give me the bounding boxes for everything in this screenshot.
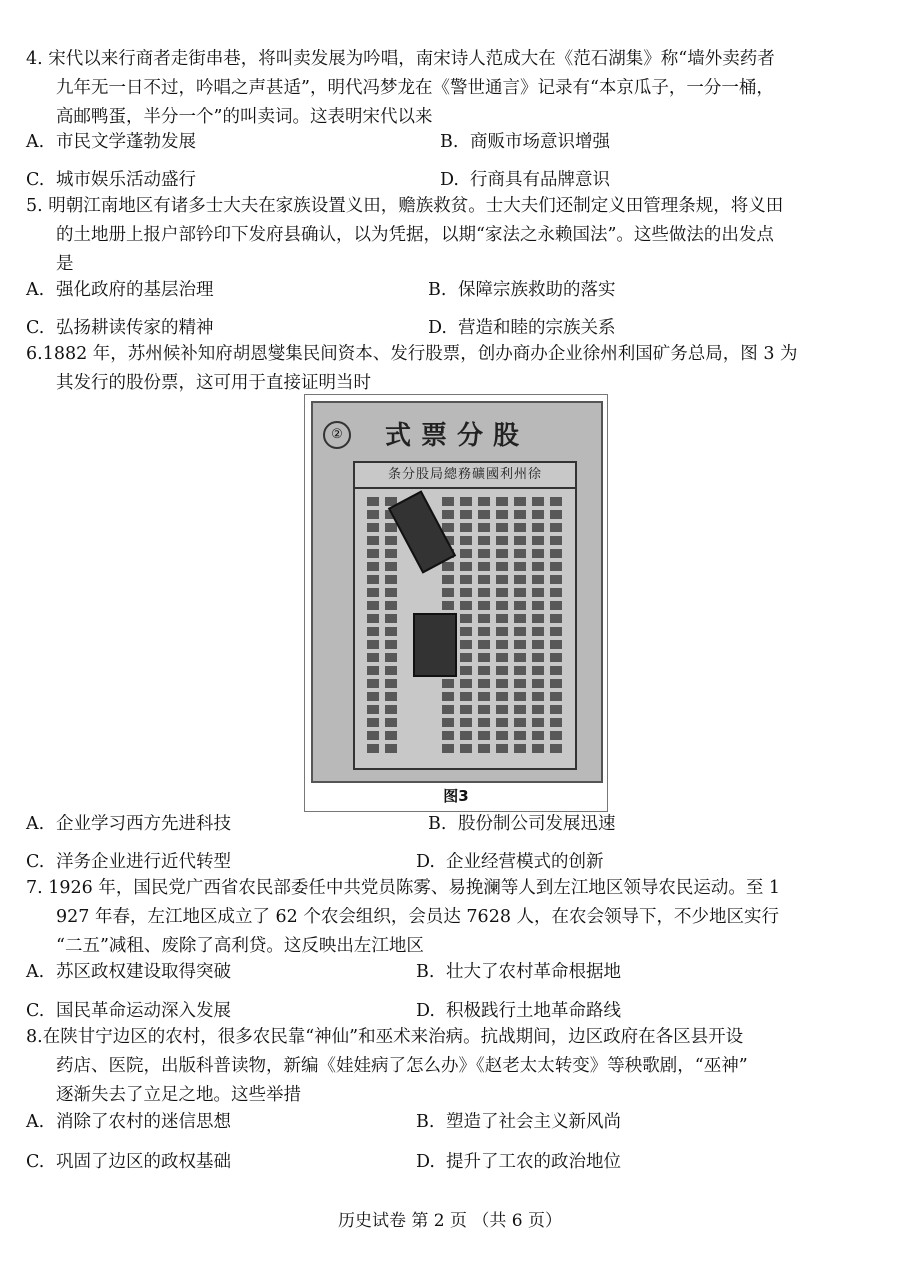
stem-line: 逐渐失去了立足之地。这些举措 [56,1085,301,1105]
stem-line: 高邮鸭蛋，半分一个”的叫卖词。这表明宋代以来 [56,107,433,127]
option-6b[interactable] [428,812,616,836]
option-letter: C. [26,1001,45,1021]
stem-line: 是 [56,254,74,274]
option-text: 市民文学蓬勃发展 [56,132,196,152]
option-text: 企业经营模式的创新 [446,852,604,872]
option-6a[interactable] [26,812,231,836]
option-letter: C. [26,318,45,338]
option-letter: A. [26,132,45,152]
option-letter: D. [416,1001,435,1021]
option-6c[interactable] [26,850,231,874]
option-7a[interactable] [26,960,231,984]
text-column [550,497,562,757]
text-column [385,497,397,757]
stem-line: 九年无一日不过，吟唱之声甚适”，明代冯梦龙在《警世通言》记录有“本京瓜子，一分一桶， [56,78,774,98]
option-text: 商贩市场意识增强 [470,132,610,152]
share-certificate-figure [304,394,608,812]
option-8c[interactable] [26,1150,231,1174]
option-letter: D. [428,318,447,338]
certificate-title: 式票分股 [384,421,529,451]
option-text: 营造和睦的宗族关系 [458,318,616,338]
text-column [460,497,472,757]
question-8-stem [26,1023,886,1110]
option-8b[interactable] [416,1110,621,1134]
option-letter: B. [428,280,447,300]
option-letter: D. [440,170,459,190]
text-column [532,497,544,757]
stem-line: 的土地册上报户部钤印下发府县确认，以为凭据，以期“家法之永赖国法”。这些做法的出发点 [56,225,774,245]
stem-line: 6.1882 年，苏州候补知府胡恩燮集民间资本、发行股票，创办商办企业徐州利国矿务总局，图 3 为 [26,344,798,364]
option-letter: C. [26,852,45,872]
stem-line: “二五”减租、废除了高利贷。这反映出左江地区 [56,936,424,956]
option-letter: A. [26,962,45,982]
option-7b[interactable] [416,960,621,984]
option-6d[interactable] [416,850,604,874]
option-4c[interactable] [26,168,196,192]
option-4b[interactable] [440,130,610,154]
option-text: 塑造了社会主义新风尚 [446,1112,621,1132]
seal-stamp [413,613,457,677]
option-letter: C. [26,1152,45,1172]
option-4d[interactable] [440,168,610,192]
option-letter: D. [416,1152,435,1172]
option-letter: A. [26,1112,45,1132]
option-text: 积极践行土地革命路线 [446,1001,621,1021]
text-column [478,497,490,757]
option-8d[interactable] [416,1150,621,1174]
option-letter: B. [416,1112,435,1132]
option-text: 保障宗族救助的落实 [458,280,616,300]
option-text: 苏区政权建设取得突破 [56,962,231,982]
option-7d[interactable] [416,999,621,1023]
option-letter: C. [26,170,45,190]
stem-line: 927 年春，左江地区成立了 62 个农会组织，会员达 7628 人，在农会领导下，不少地区实行 [56,907,780,927]
option-letter: D. [416,852,435,872]
page-footer: 历史试卷 第 2 页 （共 6 页） [337,1211,563,1231]
stem-line: 其发行的股份票，这可用于直接证明当时 [56,373,371,393]
option-letter: A. [26,280,45,300]
option-letter: B. [428,814,447,834]
option-text: 国民革命运动深入发展 [56,1001,231,1021]
option-text: 城市娱乐活动盛行 [56,170,196,190]
option-5d[interactable] [428,316,616,340]
circle-number-mark: ② [323,421,351,449]
certificate-body [353,461,577,770]
stem-line: 4. 宋代以来行商者走街串巷，将叫卖发展为吟唱，南宋诗人范成大在《范石湖集》称“墙外卖药者 [26,49,775,69]
option-letter: A. [26,814,45,834]
certificate-header: 条分股局總務礦國利州徐 [355,463,575,489]
option-text: 洋务企业进行近代转型 [56,852,231,872]
option-5b[interactable] [428,278,616,302]
option-text: 弘扬耕读传家的精神 [56,318,214,338]
text-column [367,497,379,757]
option-text: 巩固了边区的政权基础 [56,1152,231,1172]
figure-caption: 图3 [443,787,469,805]
text-column [496,497,508,757]
option-text: 行商具有品牌意识 [470,170,610,190]
question-5-stem [26,192,886,279]
stem-line: 8.在陕甘宁边区的农村，很多农民靠“神仙”和巫术来治病。抗战期间，边区政府在各区县开设 [26,1027,744,1047]
stem-line: 7. 1926 年，国民党广西省农民部委任中共党员陈雾、易挽澜等人到左江地区领导农民运动。至 1 [26,878,781,898]
option-5c[interactable] [26,316,214,340]
option-8a[interactable] [26,1110,231,1134]
option-letter: B. [416,962,435,982]
question-6-stem [26,340,886,398]
option-letter: B. [440,132,459,152]
option-text: 股份制公司发展迅速 [458,814,616,834]
text-column [514,497,526,757]
stem-line: 药店、医院，出版科普读物，新编《娃娃病了怎么办》《赵老太太转变》等秧歌剧，“巫神” [56,1056,748,1076]
option-text: 壮大了农村革命根据地 [446,962,621,982]
option-5a[interactable] [26,278,214,302]
option-text: 提升了工农的政治地位 [446,1152,621,1172]
option-text: 消除了农村的迷信思想 [56,1112,231,1132]
option-4a[interactable] [26,130,196,154]
option-7c[interactable] [26,999,231,1023]
option-text: 强化政府的基层治理 [56,280,214,300]
question-4-stem [26,45,886,132]
share-certificate-image [311,401,603,783]
question-7-stem [26,874,886,961]
stem-line: 5. 明朝江南地区有诸多士大夫在家族设置义田，赡族救贫。士大夫们还制定义田管理条规，将义田 [26,196,784,216]
option-text: 企业学习西方先进科技 [56,814,231,834]
